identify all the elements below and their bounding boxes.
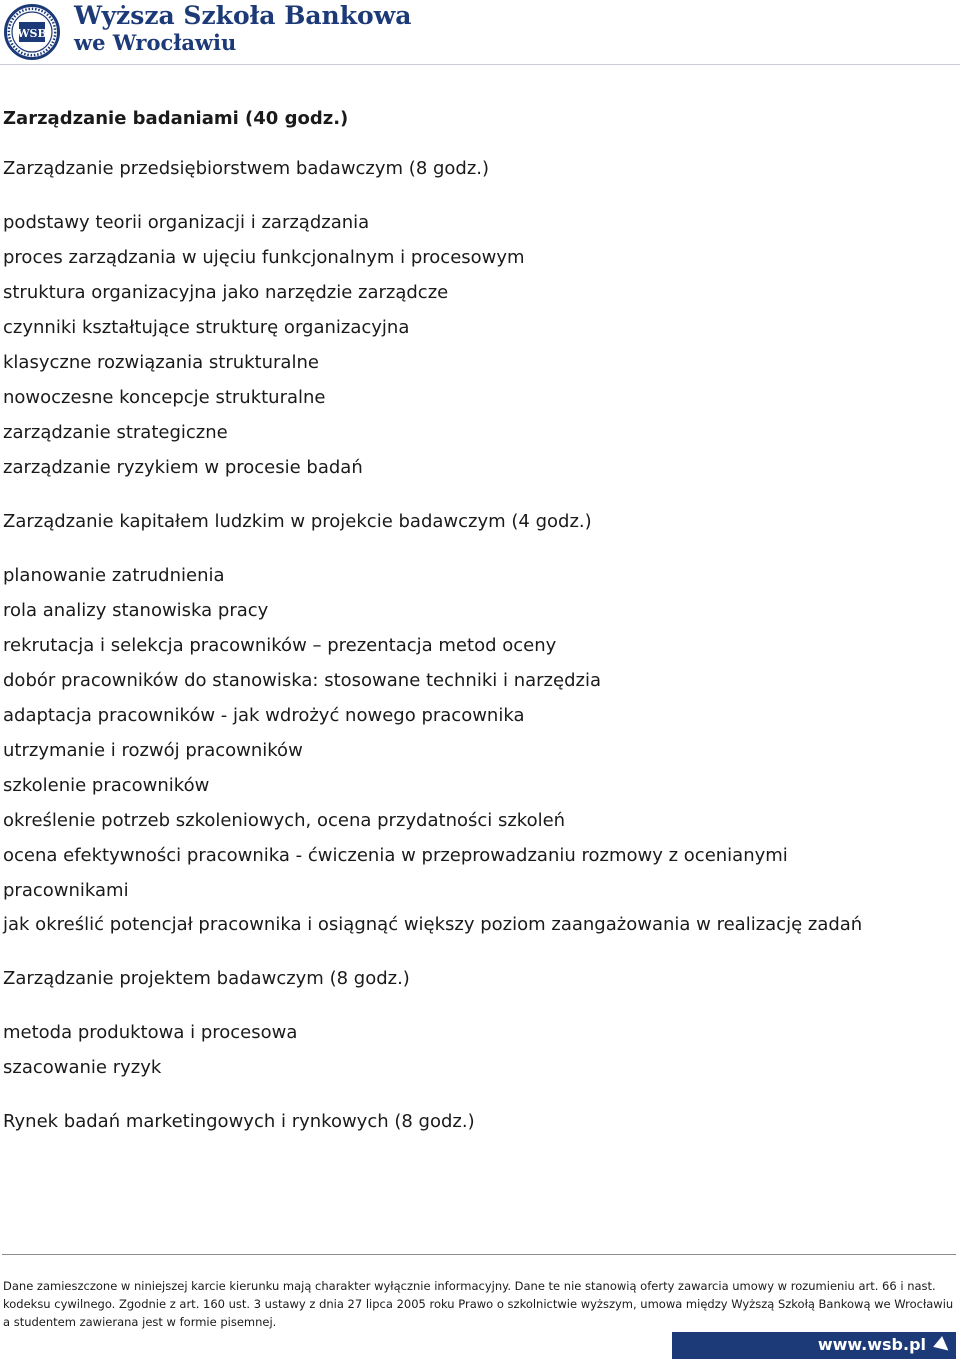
disclaimer-line: a studentem zawierana jest w formie pisemnej. xyxy=(3,1315,277,1329)
list-item: szkolenie pracowników xyxy=(3,775,210,796)
section-heading: Zarządzanie projektem badawczym (8 godz.) xyxy=(3,968,410,989)
arrow-icon xyxy=(933,1336,953,1356)
list-item: szacowanie ryzyk xyxy=(3,1057,162,1078)
list-item: określenie potrzeb szkoleniowych, ocena przydatności szkoleń xyxy=(3,810,566,831)
list-item: pracownikami xyxy=(3,880,129,901)
list-item: ocena efektywności pracownika - ćwiczenia w przeprowadzaniu rozmowy z ocenianymi xyxy=(3,845,788,866)
list-item: adaptacja pracowników - jak wdrożyć nowego pracownika xyxy=(3,705,525,726)
list-item: rola analizy stanowiska pracy xyxy=(3,600,269,621)
list-item: podstawy teorii organizacji i zarządzania xyxy=(3,212,370,233)
disclaimer-line: kodeksu cywilnego. Zgodnie z art. 160 ust. 3 ustawy z dnia 27 lipca 2005 roku Prawo o szkolnictwie wyższym, umowa między Wyższą Szkołą Bankową we Wrocławiu xyxy=(3,1297,954,1311)
section-heading: Zarządzanie przedsiębiorstwem badawczym (8 godz.) xyxy=(3,158,490,179)
list-item: czynniki kształtujące strukturę organizacyjna xyxy=(3,317,410,338)
list-item: utrzymanie i rozwój pracowników xyxy=(3,740,303,761)
wsb-seal-logo xyxy=(4,4,60,60)
school-name-line2: we Wrocławiu xyxy=(74,30,237,55)
school-name-logo xyxy=(74,2,411,56)
svg-text:WSB: WSB xyxy=(17,27,47,40)
list-item: dobór pracowników do stanowiska: stosowane techniki i narzędzia xyxy=(3,670,601,691)
list-item: proces zarządzania w ujęciu funkcjonalnym i procesowym xyxy=(3,247,525,268)
footer-url-bar[interactable] xyxy=(672,1332,956,1359)
list-item: nowoczesne koncepcje strukturalne xyxy=(3,387,326,408)
footer-divider xyxy=(2,1254,956,1255)
section-heading: Rynek badań marketingowych i rynkowych (8 godz.) xyxy=(3,1111,475,1132)
website-link[interactable]: www.wsb.pl xyxy=(817,1335,926,1354)
footer-disclaimer xyxy=(3,1277,953,1331)
list-item: zarządzanie strategiczne xyxy=(3,422,228,443)
list-item: jak określić potencjał pracownika i osiągnąć większy poziom zaangażowania w realizację zadań xyxy=(3,914,863,935)
disclaimer-line: Dane zamieszczone w niniejszej karcie kierunku mają charakter wyłącznie informacyjny. Dane te nie stanowią oferty zawarcia umowy w rozumieniu art. 66 i nast. xyxy=(3,1279,936,1293)
list-item: planowanie zatrudnienia xyxy=(3,565,225,586)
list-item: struktura organizacyjna jako narzędzie zarządcze xyxy=(3,282,449,303)
section-heading: Zarządzanie kapitałem ludzkim w projekcie badawczym (4 godz.) xyxy=(3,511,592,532)
school-name-line1: Wyższa Szkoła Bankowa xyxy=(74,1,412,30)
document-title: Zarządzanie badaniami (40 godz.) xyxy=(3,108,349,129)
list-item: rekrutacja i selekcja pracowników – prezentacja metod oceny xyxy=(3,635,557,656)
page-header xyxy=(0,0,960,65)
list-item: klasyczne rozwiązania strukturalne xyxy=(3,352,319,373)
list-item: metoda produktowa i procesowa xyxy=(3,1022,298,1043)
list-item: zarządzanie ryzykiem w procesie badań xyxy=(3,457,363,478)
